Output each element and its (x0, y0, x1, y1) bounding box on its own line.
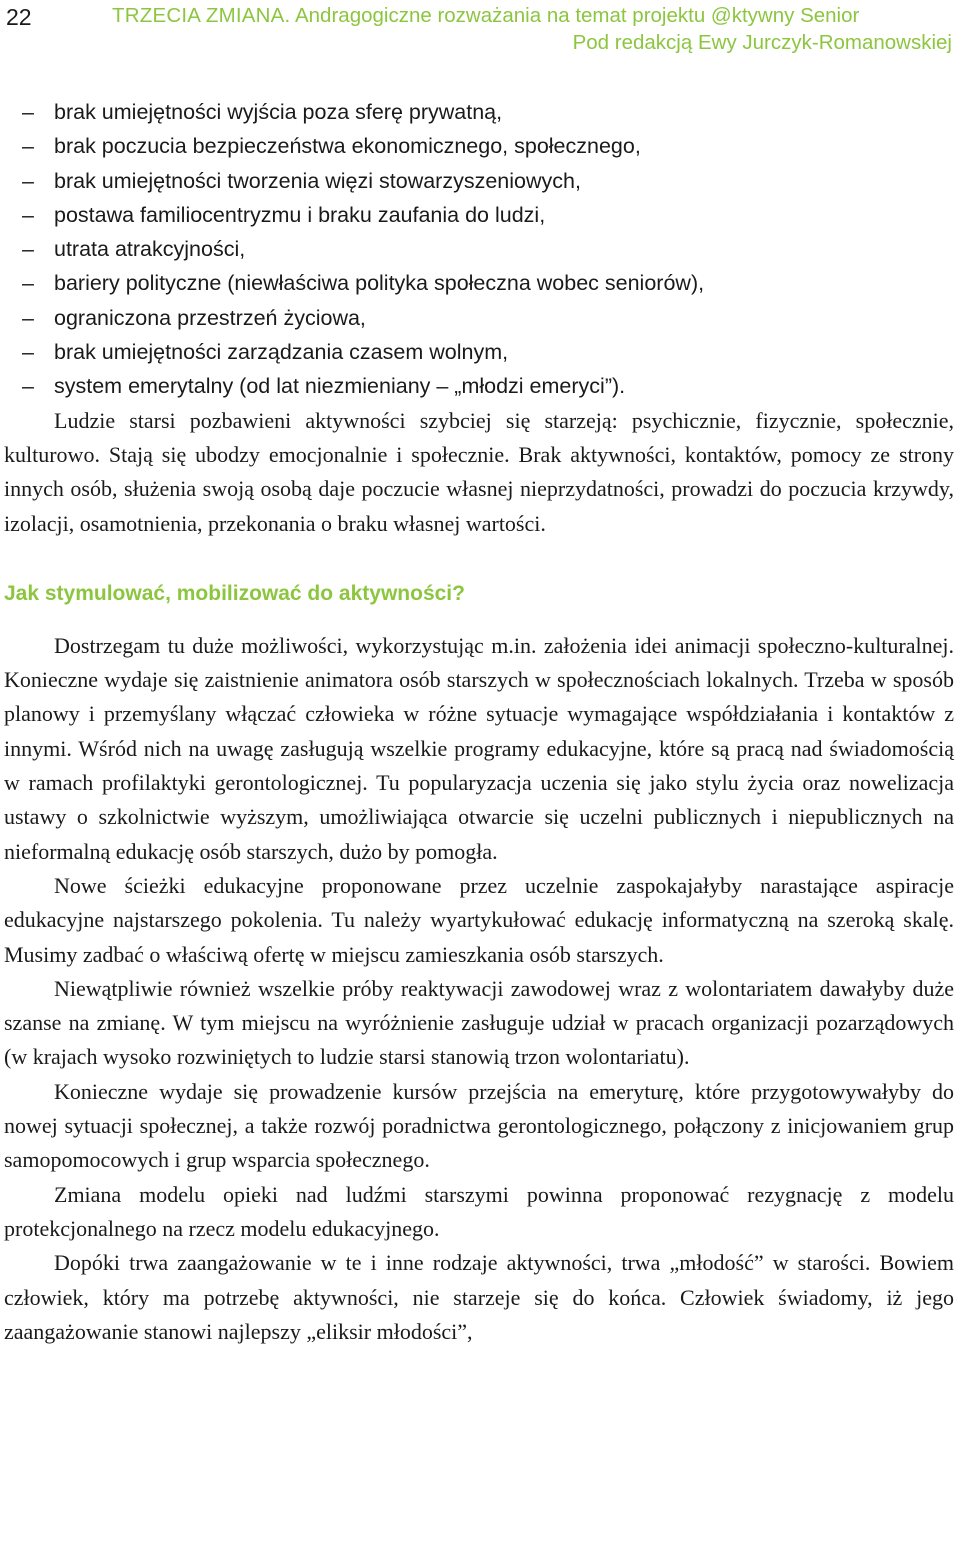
bullet-marker: – (22, 374, 34, 399)
bullet-marker: – (22, 340, 34, 365)
list-item: – brak umiejętności wyjścia poza sferę prywatną, (4, 95, 954, 129)
body-paragraph: Konieczne wydaje się prowadzenie kursów przejścia na emeryturę, które przygotowywałyby do nowej sytuacji społecznej, a także rozwój poradnictwa gerontologicznego, połączony z inicjowaniem grup samopomocowych i grup wsparcia społecznego. (4, 1078, 954, 1173)
body-paragraph: Zmiana modelu opieki nad ludźmi starszymi powinna proponować rezygnację z modelu protekcjonalnego na rzecz modelu edukacyjnego. (4, 1181, 954, 1241)
list-item: – utrata atrakcyjności, (4, 232, 954, 266)
body-paragraph: Nowe ścieżki edukacyjne proponowane przez uczelnie zaspokajałyby narastające aspiracje edukacyjne najstarszego pokolenia. Tu należy wyartykułować edukację informatyczną na szeroką skalę. Musimy zadbać o właściwą ofertę w miejscu zamieszkania osób starszych. (4, 872, 954, 967)
body-paragraph: Dostrzegam tu duże możliwości, wykorzystując m.in. założenia idei animacji społeczno-kulturalnej. Konieczne wydaje się zaistnienie animatora osób starszych w społecznościach lokalnych. Trzeba w sposób planowy i przemyślany włączać człowieka w różne sytuacje wymagające współdziałania i kontaktów z innymi. Wśród nich na uwagę zasługują wszelkie programy edukacyjne, które są pracą nad świadomością w ramach profilaktyki gerontologicznej. Tu popularyzacja uczenia się jako stylu życia oraz nowelizacja ustawy o szkolnictwie wyższym, umożliwiająca otwarcie się uczelni publicznych i niepublicznych na nieformalną edukację osób starszych, dużo by pomogła. (4, 632, 954, 864)
list-item: – postawa familiocentryzmu i braku zaufania do ludzi, (4, 198, 954, 232)
list-item: – bariery polityczne (niewłaściwa polityka społeczna wobec seniorów), (4, 266, 954, 300)
section-heading: Jak stymulować, mobilizować do aktywności? (4, 581, 465, 605)
bullet-marker: – (22, 202, 34, 227)
body-paragraph: Niewątpliwie również wszelkie próby reaktywacji zawodowej wraz z wolontariatem dawałyby duże szanse na zmianę. W tym miejscu na wyróżnienie zasługuje udział w pracach organizacji pozarządowych (w krajach wysoko rozwiniętych to ludzie starsi stanowią trzon wolontariatu). (4, 975, 954, 1070)
bullet-marker: – (22, 305, 34, 330)
body-paragraph: Dopóki trwa zaangażowanie w te i inne rodzaje aktywności, trwa „młodość” w starości. Bowiem człowiek, który ma potrzebę aktywności, nie starzeje się do końca. Człowiek świadomy, iż jego zaangażowanie stanowi najlepszy „eliksir młodości”, (4, 1250, 954, 1344)
list-item: – ograniczona przestrzeń życiowa, (4, 301, 954, 335)
body-paragraph: Ludzie starsi pozbawieni aktywności szybciej się starzeją: psychicznie, fizycznie, społecznie, kulturowo. Stają się ubodzy emocjonalnie i społecznie. Brak aktywności, kontaktów, pomocy ze strony innych osób, służenia swoją osobą daje poczucie własnej nieprzydatności, prowadzi do poczucia krzywdy, izolacji, osamotnienia, przekonania o braku własnej wartości. (4, 407, 954, 536)
editor-line: Pod redakcją Ewy Jurczyk-Romanowskiej (572, 31, 952, 54)
list-item: – brak umiejętności zarządzania czasem wolnym, (4, 335, 954, 369)
running-header (0, 0, 960, 62)
bullet-marker: – (22, 100, 34, 124)
barriers-list (4, 95, 954, 404)
list-item: – system emerytalny (od lat niezmieniany – „młodzi emeryci”). (4, 369, 954, 403)
bullet-marker: – (22, 168, 34, 193)
running-title (112, 4, 954, 28)
list-item: – brak umiejętności tworzenia więzi stowarzyszeniowych, (4, 164, 954, 198)
series-title: TRZECIA ZMIANA. (112, 4, 291, 27)
book-title: Andragogiczne rozważania na temat projektu @ktywny Senior (294, 4, 860, 27)
bullet-marker: – (22, 271, 34, 296)
page-body (4, 95, 954, 1349)
page-number: 22 (6, 4, 32, 30)
bullet-marker: – (22, 237, 34, 262)
list-item: – brak poczucia bezpieczeństwa ekonomicznego, społecznego, (4, 129, 954, 163)
bullet-marker: – (22, 134, 34, 159)
